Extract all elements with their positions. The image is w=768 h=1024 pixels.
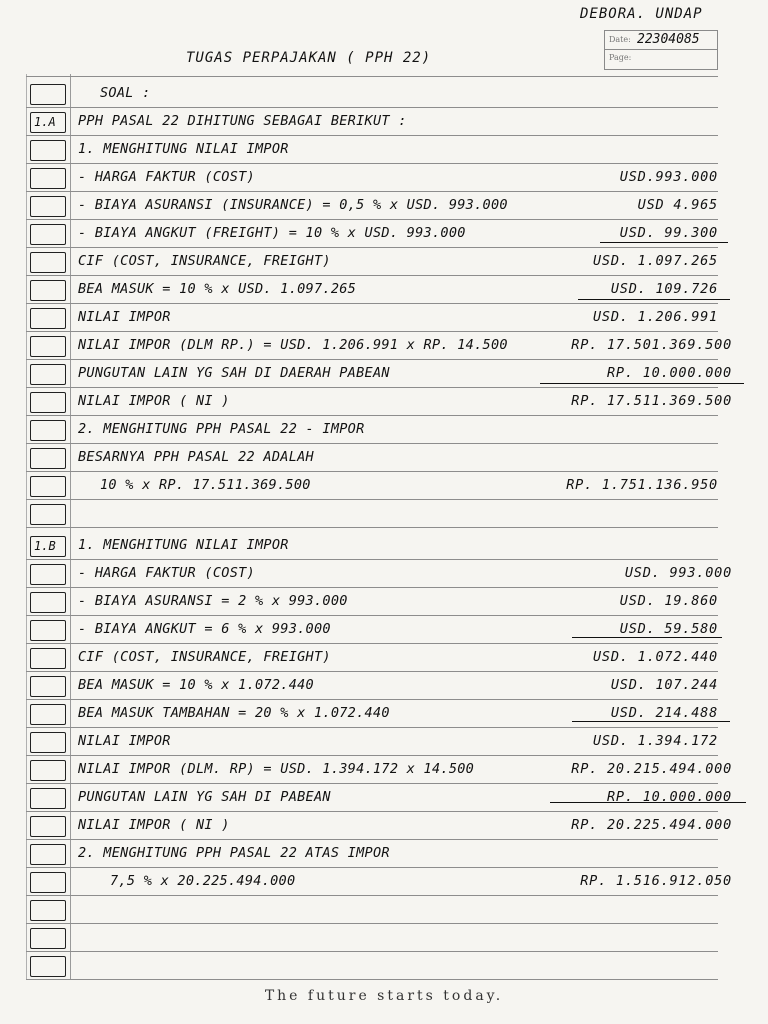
row-amount: RP. 20.215.494.000 — [571, 761, 732, 777]
row-checkbox — [30, 112, 66, 133]
row-checkbox — [30, 760, 66, 781]
row-checkbox — [30, 168, 66, 189]
row-checkbox — [30, 788, 66, 809]
ruled-line — [26, 443, 718, 444]
row-text: 10 % x RP. 17.511.369.500 — [100, 477, 311, 493]
row-checkbox — [30, 844, 66, 865]
row-checkbox — [30, 420, 66, 441]
ruled-line — [26, 387, 718, 388]
row-text: NILAI IMPOR ( NI ) — [78, 817, 230, 833]
row-amount: USD. 1.394.172 — [593, 733, 718, 749]
row-checkbox — [30, 928, 66, 949]
ruled-line — [26, 895, 718, 896]
row — [0, 868, 768, 896]
row-checkbox — [30, 704, 66, 725]
row-text: - HARGA FAKTUR (COST) — [78, 565, 255, 581]
row — [0, 784, 768, 812]
ruled-line — [26, 923, 718, 924]
ruled-line — [26, 587, 718, 588]
row-text: NILAI IMPOR (DLM. RP) = USD. 1.394.172 x 14.500 — [78, 761, 475, 777]
row-box-label: 1.A — [34, 115, 56, 129]
row — [0, 644, 768, 672]
row — [0, 812, 768, 840]
row-amount: USD. 19.860 — [619, 593, 718, 609]
row — [0, 500, 768, 528]
row-text: PUNGUTAN LAIN YG SAH DI DAERAH PABEAN — [78, 365, 390, 381]
row-text: NILAI IMPOR — [78, 733, 171, 749]
ruled-line — [26, 727, 718, 728]
row-text: - BIAYA ASURANSI = 2 % x 993.000 — [78, 593, 348, 609]
ruled-line — [26, 219, 718, 220]
row-checkbox — [30, 816, 66, 837]
author-name: DEBORA. UNDAP — [580, 6, 703, 22]
ruled-line — [26, 107, 718, 108]
row — [0, 108, 768, 136]
row-amount: USD. 1.072.440 — [593, 649, 718, 665]
row — [0, 388, 768, 416]
row-amount: RP. 10.000.000 — [607, 365, 732, 381]
row-amount: USD. 107.244 — [610, 677, 718, 693]
ruled-line — [26, 699, 718, 700]
row-text: PPH PASAL 22 DIHITUNG SEBAGAI BERIKUT : — [78, 113, 407, 129]
row — [0, 532, 768, 560]
row-text: - HARGA FAKTUR (COST) — [78, 169, 255, 185]
ruled-line — [26, 615, 718, 616]
row-amount: USD. 993.000 — [624, 565, 732, 581]
row-text: PUNGUTAN LAIN YG SAH DI PABEAN — [78, 789, 331, 805]
row-amount: RP. 20.225.494.000 — [571, 817, 732, 833]
row-text: - BIAYA ANGKUT (FREIGHT) = 10 % x USD. 993.000 — [78, 225, 466, 241]
ruled-line — [26, 783, 718, 784]
row — [0, 924, 768, 952]
ruled-line — [26, 527, 718, 528]
row-amount: RP. 1.516.912.050 — [580, 873, 732, 889]
sum-underline — [572, 637, 722, 638]
row-text: SOAL : — [100, 85, 151, 101]
row-checkbox — [30, 620, 66, 641]
row-text: CIF (COST, INSURANCE, FREIGHT) — [78, 253, 331, 269]
row-text: NILAI IMPOR (DLM RP.) = USD. 1.206.991 x RP. 14.500 — [78, 337, 508, 353]
page-label: Page: — [609, 53, 632, 62]
row — [0, 588, 768, 616]
date-label: Date: — [609, 35, 631, 44]
sum-underline — [572, 721, 730, 722]
row-text: NILAI IMPOR — [78, 309, 171, 325]
ruled-line — [26, 979, 718, 980]
row — [0, 164, 768, 192]
row-text: 7,5 % x 20.225.494.000 — [110, 873, 296, 889]
row-checkbox — [30, 676, 66, 697]
row — [0, 416, 768, 444]
row — [0, 700, 768, 728]
row-text: - BIAYA ASURANSI (INSURANCE) = 0,5 % x USD. 993.000 — [78, 197, 508, 213]
row — [0, 304, 768, 332]
row — [0, 560, 768, 588]
row-checkbox — [30, 392, 66, 413]
row-checkbox — [30, 364, 66, 385]
row-text: NILAI IMPOR ( NI ) — [78, 393, 230, 409]
row-amount: RP. 17.501.369.500 — [571, 337, 732, 353]
ruled-line — [26, 359, 718, 360]
row-amount: USD. 214.488 — [610, 705, 718, 721]
row-amount: USD.993.000 — [619, 169, 718, 185]
date-page-box — [604, 30, 718, 70]
row — [0, 952, 768, 980]
ruled-line — [26, 951, 718, 952]
row-text: 2. MENGHITUNG PPH PASAL 22 ATAS IMPOR — [78, 845, 390, 861]
row — [0, 756, 768, 784]
row-text: 2. MENGHITUNG PPH PASAL 22 - IMPOR — [78, 421, 365, 437]
row-checkbox — [30, 196, 66, 217]
row-checkbox — [30, 308, 66, 329]
row-amount: USD. 1.206.991 — [593, 309, 718, 325]
row — [0, 220, 768, 248]
row — [0, 444, 768, 472]
row-checkbox — [30, 872, 66, 893]
sum-underline — [578, 299, 730, 300]
page-title: TUGAS PERPAJAKAN ( PPH 22) — [186, 50, 432, 66]
ruled-line — [26, 811, 718, 812]
sum-underline — [600, 242, 728, 243]
row — [0, 332, 768, 360]
row-text: 1. MENGHITUNG NILAI IMPOR — [78, 537, 289, 553]
row-checkbox — [30, 648, 66, 669]
date-box-divider — [605, 49, 717, 50]
row-checkbox — [30, 536, 66, 557]
date-value: 22304085 — [637, 32, 700, 47]
row-checkbox — [30, 280, 66, 301]
ruled-line — [26, 839, 718, 840]
row-amount: RP. 10.000.000 — [607, 789, 732, 805]
row — [0, 248, 768, 276]
row-checkbox — [30, 252, 66, 273]
row-text: BESARNYA PPH PASAL 22 ADALAH — [78, 449, 314, 465]
row-checkbox — [30, 564, 66, 585]
ruled-line — [26, 163, 718, 164]
row-checkbox — [30, 448, 66, 469]
ruled-line — [26, 643, 718, 644]
ruled-line — [26, 415, 718, 416]
row — [0, 472, 768, 500]
row-checkbox — [30, 732, 66, 753]
row-text: - BIAYA ANGKUT = 6 % x 993.000 — [78, 621, 331, 637]
sum-underline — [540, 383, 744, 384]
row — [0, 840, 768, 868]
row-text: CIF (COST, INSURANCE, FREIGHT) — [78, 649, 331, 665]
ruled-line — [26, 275, 718, 276]
ruled-line — [26, 191, 718, 192]
row-checkbox — [30, 900, 66, 921]
row-text: BEA MASUK = 10 % x 1.072.440 — [78, 677, 314, 693]
row-text: 1. MENGHITUNG NILAI IMPOR — [78, 141, 289, 157]
row-amount: USD. 109.726 — [610, 281, 718, 297]
row — [0, 80, 768, 108]
ruled-line — [26, 76, 718, 77]
row-text: BEA MASUK = 10 % x USD. 1.097.265 — [78, 281, 357, 297]
row-text: BEA MASUK TAMBAHAN = 20 % x 1.072.440 — [78, 705, 390, 721]
row-checkbox — [30, 476, 66, 497]
ruled-line — [26, 303, 718, 304]
ruled-line — [26, 559, 718, 560]
row-box-label: 1.B — [34, 539, 56, 553]
row-amount: USD 4.965 — [637, 197, 718, 213]
ruled-line — [26, 499, 718, 500]
row-checkbox — [30, 140, 66, 161]
row-amount: USD. 99.300 — [619, 225, 718, 241]
row-amount: USD. 59.580 — [619, 621, 718, 637]
row-checkbox — [30, 84, 66, 105]
row — [0, 136, 768, 164]
row — [0, 192, 768, 220]
row-checkbox — [30, 592, 66, 613]
ruled-line — [26, 471, 718, 472]
ruled-line — [26, 671, 718, 672]
row — [0, 896, 768, 924]
row — [0, 672, 768, 700]
ruled-line — [26, 867, 718, 868]
row-checkbox — [30, 956, 66, 977]
sum-underline — [550, 802, 746, 803]
row-checkbox — [30, 504, 66, 525]
ruled-line — [26, 247, 718, 248]
row — [0, 616, 768, 644]
row — [0, 728, 768, 756]
ruled-line — [26, 755, 718, 756]
row-amount: RP. 1.751.136.950 — [566, 477, 718, 493]
row-amount: USD. 1.097.265 — [593, 253, 718, 269]
footer-slogan: The future starts today. — [264, 988, 504, 1004]
row-checkbox — [30, 224, 66, 245]
ruled-line — [26, 331, 718, 332]
row-checkbox — [30, 336, 66, 357]
ruled-line — [26, 135, 718, 136]
row-amount: RP. 17.511.369.500 — [571, 393, 732, 409]
